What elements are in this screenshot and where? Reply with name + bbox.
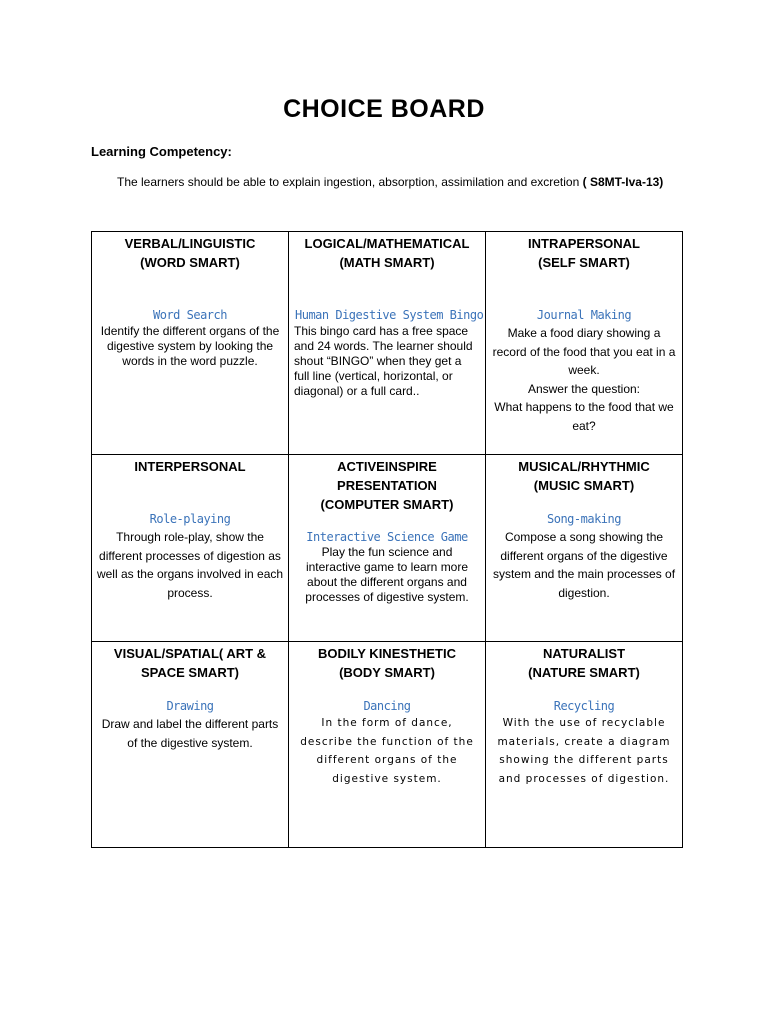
page-title: CHOICE BOARD bbox=[283, 95, 485, 123]
cell-logical-mathematical bbox=[289, 232, 486, 455]
heading-line: BODILY KINESTHETIC bbox=[318, 646, 456, 661]
cell-heading bbox=[486, 232, 682, 272]
cell-visual-spatial bbox=[92, 642, 289, 848]
heading-line: NATURALIST bbox=[542, 646, 626, 661]
heading-line: ACTIVEINSPIRE bbox=[337, 459, 437, 474]
cell-musical-rhythmic bbox=[486, 455, 683, 642]
competency-statement bbox=[117, 174, 663, 190]
heading-line: (MATH SMART) bbox=[339, 255, 435, 270]
activity-title: Recycling bbox=[553, 699, 615, 713]
activity-title: Song-making bbox=[547, 512, 621, 526]
cell-bodily-kinesthetic bbox=[289, 642, 486, 848]
board-row bbox=[92, 455, 683, 642]
activity-description: In the form of dance, describe the function of the different organs of the digestive system. bbox=[300, 717, 474, 785]
heading-line: (MUSIC SMART) bbox=[533, 478, 635, 493]
cell-verbal-linguistic bbox=[92, 232, 289, 455]
choice-board-grid bbox=[91, 231, 683, 848]
heading-line: (WORD SMART) bbox=[140, 255, 240, 270]
competency-text: The learners should be able to explain ingestion, absorption, assimilation and excretion bbox=[117, 175, 580, 189]
heading-line: LOGICAL/MATHEMATICAL bbox=[304, 236, 470, 251]
heading-line: PRESENTATION bbox=[337, 478, 437, 493]
heading-line: VISUAL/SPATIAL( ART & bbox=[113, 646, 267, 661]
cell-heading bbox=[486, 642, 682, 682]
activity-description: Make a food diary showing a record of the food that you eat in a week. bbox=[492, 326, 676, 377]
cell-naturalist bbox=[486, 642, 683, 848]
activity-title: Word Search bbox=[153, 308, 227, 322]
heading-line: INTERPERSONAL bbox=[134, 459, 246, 474]
heading-line: (COMPUTER SMART) bbox=[320, 497, 454, 512]
activity-description: With the use of recyclable materials, create a diagram showing the different parts and processes of digestion. bbox=[497, 717, 671, 785]
cell-interpersonal bbox=[92, 455, 289, 642]
activity-title: Dancing bbox=[363, 699, 411, 713]
competency-label: Learning Competency: bbox=[91, 144, 232, 159]
activity-title: Journal Making bbox=[536, 308, 632, 322]
activity-description: Draw and label the different parts of the digestive system. bbox=[101, 717, 279, 750]
heading-line: VERBAL/LINGUISTIC bbox=[124, 236, 256, 251]
cell-heading bbox=[92, 455, 288, 476]
cell-heading bbox=[92, 642, 288, 682]
activity-question-label: Answer the question: bbox=[527, 381, 641, 396]
activity-description: This bingo card has a free space and 24 words. The learner should shout “BINGO” when they get a full line (vertical, horizontal, or diagonal) or a full card.. bbox=[294, 324, 473, 398]
activity-description: Compose a song showing the different organs of the digestive system and the main processes of digestion. bbox=[492, 530, 676, 600]
heading-line: (NATURE SMART) bbox=[528, 665, 640, 680]
heading-line: SPACE SMART) bbox=[141, 665, 239, 680]
cell-heading bbox=[92, 232, 288, 272]
heading-line: MUSICAL/RHYTHMIC bbox=[518, 459, 650, 474]
activity-title: Role-playing bbox=[149, 512, 231, 526]
activity-description: Through role-play, show the different processes of digestion as well as the organs involved in each process. bbox=[96, 530, 284, 600]
activity-title: Human Digestive System Bingo bbox=[295, 308, 484, 322]
cell-heading bbox=[289, 455, 485, 514]
activity-description: Play the fun science and interactive game to learn more about the different organs and processes of digestive system. bbox=[305, 545, 469, 604]
cell-heading bbox=[486, 455, 682, 495]
cell-intrapersonal bbox=[486, 232, 683, 455]
cell-heading bbox=[289, 232, 485, 272]
heading-line: INTRAPERSONAL bbox=[528, 236, 640, 251]
cell-heading bbox=[289, 642, 485, 682]
competency-code: ( S8MT-Iva-13) bbox=[579, 175, 664, 189]
cell-activeinspire-presentation bbox=[289, 455, 486, 642]
board-row bbox=[92, 642, 683, 848]
activity-title: Drawing bbox=[166, 699, 214, 713]
activity-description: Identify the different organs of the digestive system by looking the words in the word puzzle. bbox=[100, 324, 280, 368]
activity-question: What happens to the food that we eat? bbox=[494, 400, 674, 433]
heading-line: (SELF SMART) bbox=[538, 255, 630, 270]
heading-line: (BODY SMART) bbox=[339, 665, 435, 680]
board-row bbox=[92, 232, 683, 455]
activity-title: Interactive Science Game bbox=[306, 530, 468, 544]
